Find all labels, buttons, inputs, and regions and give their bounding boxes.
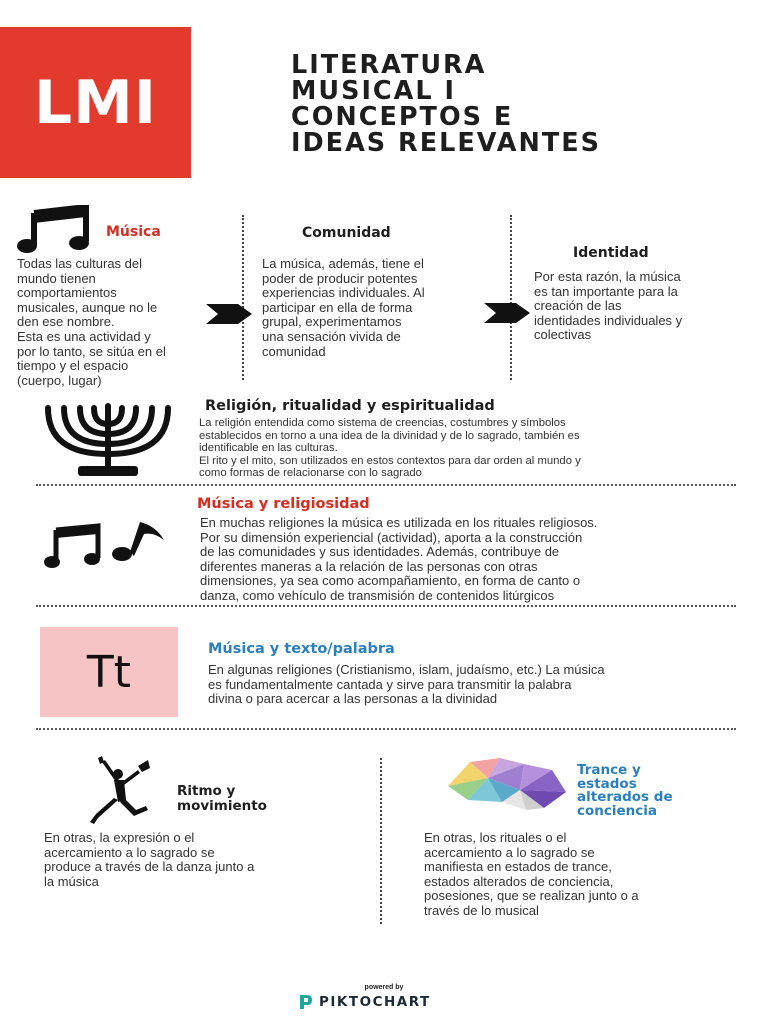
piktochart-logo-icon xyxy=(297,993,313,1011)
comunidad-text: La música, además, tiene el poder de producir potentes experiencias individuales. Al participar en ella de forma grupal, experimentamos una sensación vivida de comunidad xyxy=(262,256,425,359)
religiosidad-text: En muchas religiones la música es utilizada en los rituales religiosos. Por su dimensión experiencial (actividad), aporta a la construcción de las comunidades y sus identidades. Además, contribuye de diferentes maneras a la relación de las personas con otras dimensiones, ya sea como acompañamiento, en forma de canto o danza, como vehículo de transmisión de contenidos litúrgicos xyxy=(200,515,598,603)
title-line: CONCEPTOS E xyxy=(291,102,514,132)
musica-heading: Música xyxy=(106,224,161,240)
horizontal-divider xyxy=(36,605,736,607)
text-icon: Tt xyxy=(86,646,132,698)
lmi-logo-block xyxy=(0,27,191,178)
horizontal-divider xyxy=(36,728,736,730)
vertical-divider xyxy=(242,215,244,380)
vertical-divider xyxy=(510,215,512,380)
religion-heading: Religión, ritualidad y espiritualidad xyxy=(205,398,495,414)
texto-text: En algunas religiones (Cristianismo, islam, judaísmo, etc.) La música es fundamentalmente cantada y sirve para transmitir la palabra divina o para acercar a las personas a la divinidad xyxy=(208,662,605,707)
brand-name: PIKTOCHART xyxy=(319,994,431,1010)
music-notes-icon xyxy=(44,516,168,572)
page-title xyxy=(291,52,751,156)
trance-heading: Trance y estados alterados de conciencia xyxy=(577,762,673,819)
lmi-logo-text: LMI xyxy=(33,67,158,138)
dancer-icon xyxy=(88,756,154,826)
title-line: IDEAS RELEVANTES xyxy=(291,128,602,158)
title-line: MUSICAL I xyxy=(291,76,456,106)
arrow-right-icon xyxy=(206,304,252,324)
identidad-heading: Identidad xyxy=(573,245,649,261)
comunidad-heading: Comunidad xyxy=(302,225,391,241)
arrow-right-icon xyxy=(484,303,530,323)
horizontal-divider xyxy=(36,484,736,486)
menorah-icon xyxy=(44,402,172,478)
texto-heading: Música y texto/palabra xyxy=(208,641,395,657)
brain-icon xyxy=(440,756,570,812)
ritmo-text: En otras, la expresión o el acercamiento a lo sagrado se produce a través de la danza junto a la música xyxy=(44,830,255,889)
text-icon-box xyxy=(40,627,178,717)
religiosidad-heading: Música y religiosidad xyxy=(197,496,370,512)
trance-text: En otras, los rituales o el acercamiento a lo sagrado se manifiesta en estados de trance, estados alterados de conciencia, posesiones, que se realizan junto o a través de lo musical xyxy=(424,830,639,918)
music-notes-icon xyxy=(16,205,96,255)
musica-text: Todas las culturas del mundo tienen comportamientos musicales, aunque no le den ese nombre. Esta es una actividad y por lo tanto, se sitúa en el tiempo y el espacio (cuerpo, lugar) xyxy=(17,256,166,388)
powered-by-label: powered by xyxy=(364,984,404,991)
religion-text: La religión entendida como sistema de creencias, costumbres y símbolos establecidos en torno a una idea de la divinidad y de lo sagrado, también es identificable en las culturas. El rito y el mito, son utilizados en estos contextos para dar orden al mundo y como formas de relacionarse con lo sagrado xyxy=(199,417,581,480)
ritmo-heading: Ritmo y movimiento xyxy=(177,783,267,814)
title-line: LITERATURA xyxy=(291,50,487,80)
vertical-divider xyxy=(380,758,382,924)
identidad-text: Por esta razón, la música es tan importante para la creación de las identidades individuales y colectivas xyxy=(534,269,683,343)
piktochart-brand[interactable] xyxy=(297,993,431,1011)
